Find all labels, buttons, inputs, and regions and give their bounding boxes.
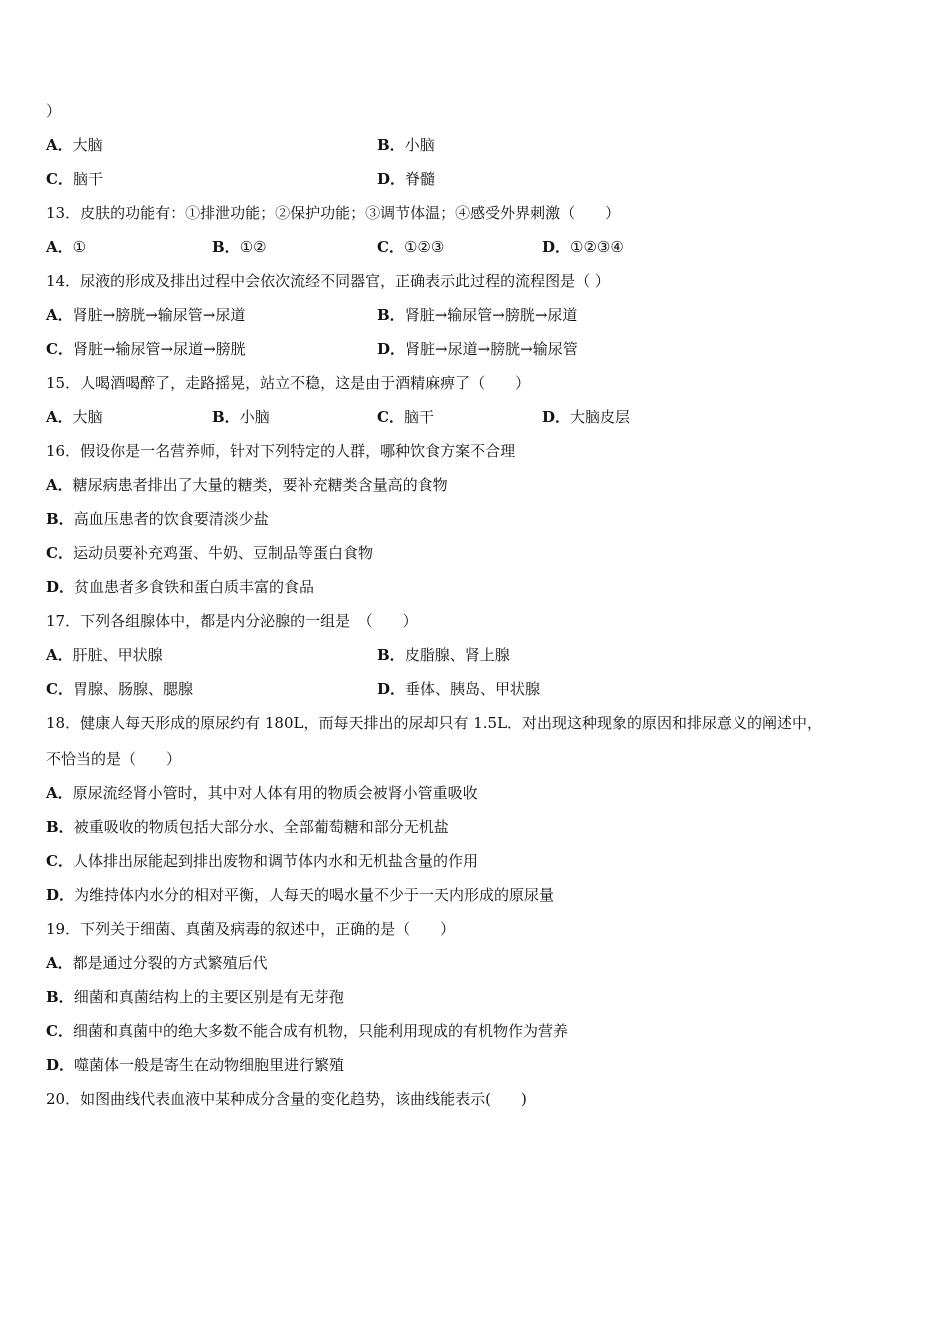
option-text: 运动员要补充鸡蛋、牛奶、豆制品等蛋白食物 xyxy=(72,544,373,562)
option-text: 脑干 xyxy=(403,408,434,426)
option-label: C． xyxy=(46,852,73,870)
q19-option-a xyxy=(46,952,268,974)
q16-option-b xyxy=(46,508,269,530)
option-label: B． xyxy=(212,238,240,256)
option-label: D． xyxy=(542,408,571,426)
option-text: 皮脂腺、肾上腺 xyxy=(404,646,510,664)
option-label: A． xyxy=(46,306,73,324)
q19-stem: 19．下列关于细菌、真菌及病毒的叙述中，正确的是（ ） xyxy=(46,920,456,938)
q12-option-a xyxy=(46,134,103,156)
option-label: B． xyxy=(212,408,240,426)
option-label: C． xyxy=(46,680,73,698)
q18-stem-line2: 不恰当的是（ ） xyxy=(46,750,182,768)
option-text: 都是通过分裂的方式繁殖后代 xyxy=(72,954,268,972)
q20-stem: 20．如图曲线代表血液中某种成分含量的变化趋势，该曲线能表示( ) xyxy=(46,1090,527,1108)
q19-option-c xyxy=(46,1020,568,1042)
option-label: B． xyxy=(46,818,74,836)
option-text: 为维持体内水分的相对平衡，人每天的喝水量不少于一天内形成的原尿量 xyxy=(74,886,555,904)
option-text: 小脑 xyxy=(404,136,435,154)
q17-option-a xyxy=(46,644,163,666)
option-label: B． xyxy=(46,988,74,1006)
q17-option-b xyxy=(377,644,510,666)
option-label: B． xyxy=(377,646,405,664)
option-label: D． xyxy=(377,170,406,188)
q14-stem: 14．尿液的形成及排出过程中会依次流经不同器官，正确表示此过程的流程图是（ ） xyxy=(46,272,610,290)
option-text: 细菌和真菌结构上的主要区别是有无芽孢 xyxy=(73,988,344,1006)
option-label: D． xyxy=(46,578,75,596)
option-text: ① xyxy=(72,238,87,256)
q14-option-a xyxy=(46,304,245,326)
option-text: 肾脏→输尿管→膀胱→尿道 xyxy=(404,306,578,324)
q18-stem-line1: 18．健康人每天形成的原尿约有 180L，而每天排出的尿却只有 1.5L．对出现这种现象的原因和排尿意义的阐述中， xyxy=(46,714,823,732)
q14-option-d xyxy=(377,338,578,360)
q13-stem: 13．皮肤的功能有：①排泄功能；②保护功能；③调节体温；④感受外界刺激（ ） xyxy=(46,204,621,222)
q12-option-b xyxy=(377,134,435,156)
option-text: 细菌和真菌中的绝大多数不能合成有机物，只能利用现成的有机物作为营养 xyxy=(72,1022,568,1040)
option-text: 肾脏→膀胱→输尿管→尿道 xyxy=(72,306,246,324)
option-text: 脊髓 xyxy=(405,170,436,188)
q13-option-b xyxy=(212,236,267,258)
option-label: A． xyxy=(46,646,73,664)
option-label: C． xyxy=(46,170,73,188)
option-text: 高血压患者的饮食要清淡少盐 xyxy=(73,510,269,528)
option-text: 脑干 xyxy=(72,170,103,188)
q19-option-d xyxy=(46,1054,344,1076)
option-text: 大脑 xyxy=(72,408,103,426)
q14-option-c xyxy=(46,338,246,360)
option-label: A． xyxy=(46,954,73,972)
option-text: 肝脏、甲状腺 xyxy=(72,646,163,664)
q15-option-a xyxy=(46,406,103,428)
option-text: 肾脏→输尿管→尿道→膀胱 xyxy=(72,340,246,358)
option-text: ①②③④ xyxy=(570,238,624,256)
option-label: A． xyxy=(46,408,73,426)
q12-option-c xyxy=(46,168,103,190)
q17-option-c xyxy=(46,678,193,700)
option-label: A． xyxy=(46,238,73,256)
option-text: 肾脏→尿道→膀胱→输尿管 xyxy=(405,340,578,358)
q17-stem: 17．下列各组腺体中，都是内分泌腺的一组是 （ ） xyxy=(46,612,418,630)
q12-stem-tail: ） xyxy=(46,102,62,120)
option-label: C． xyxy=(46,1022,73,1040)
option-text: 小脑 xyxy=(239,408,270,426)
option-text: 原尿流经肾小管时，其中对人体有用的物质会被肾小管重吸收 xyxy=(72,784,478,802)
q15-option-d xyxy=(542,406,630,428)
option-text: 贫血患者多食铁和蛋白质丰富的食品 xyxy=(74,578,315,596)
option-text: 人体排出尿能起到排出废物和调节体内水和无机盐含量的作用 xyxy=(72,852,478,870)
option-label: A． xyxy=(46,476,73,494)
q13-option-c xyxy=(377,236,444,258)
option-text: 垂体、胰岛、甲状腺 xyxy=(405,680,541,698)
option-text: ①② xyxy=(239,238,267,256)
option-label: B． xyxy=(46,510,74,528)
option-label: D． xyxy=(46,1056,75,1074)
q16-option-d xyxy=(46,576,314,598)
q12-option-d xyxy=(377,168,435,190)
option-text: ①②③ xyxy=(403,238,445,256)
option-label: C． xyxy=(46,544,73,562)
q16-stem: 16．假设你是一名营养师，针对下列特定的人群，哪种饮食方案不合理 xyxy=(46,442,516,460)
q18-option-d xyxy=(46,884,554,906)
q15-option-c xyxy=(377,406,434,428)
option-label: D． xyxy=(377,680,406,698)
option-text: 大脑 xyxy=(72,136,103,154)
q15-option-b xyxy=(212,406,270,428)
q16-option-a xyxy=(46,474,448,496)
option-label: B． xyxy=(377,306,405,324)
q13-option-a xyxy=(46,236,86,258)
q13-option-d xyxy=(542,236,624,258)
q15-stem: 15．人喝酒喝醉了，走路摇晃，站立不稳，这是由于酒精麻痹了（ ） xyxy=(46,374,531,392)
q16-option-c xyxy=(46,542,373,564)
option-label: B． xyxy=(377,136,405,154)
option-label: A． xyxy=(46,136,73,154)
option-label: D． xyxy=(46,886,75,904)
option-label: C． xyxy=(377,238,404,256)
option-text: 糖尿病患者排出了大量的糖类，要补充糖类含量高的食物 xyxy=(72,476,448,494)
option-text: 噬菌体一般是寄生在动物细胞里进行繁殖 xyxy=(74,1056,345,1074)
option-text: 胃腺、肠腺、腮腺 xyxy=(72,680,193,698)
option-text: 大脑皮层 xyxy=(570,408,631,426)
q17-option-d xyxy=(377,678,540,700)
option-label: C． xyxy=(377,408,404,426)
q18-option-a xyxy=(46,782,478,804)
q19-option-b xyxy=(46,986,344,1008)
option-label: C． xyxy=(46,340,73,358)
q14-option-b xyxy=(377,304,577,326)
q18-option-c xyxy=(46,850,478,872)
option-label: D． xyxy=(377,340,406,358)
option-label: A． xyxy=(46,784,73,802)
option-label: D． xyxy=(542,238,571,256)
q18-option-b xyxy=(46,816,449,838)
option-text: 被重吸收的物质包括大部分水、全部葡萄糖和部分无机盐 xyxy=(73,818,449,836)
